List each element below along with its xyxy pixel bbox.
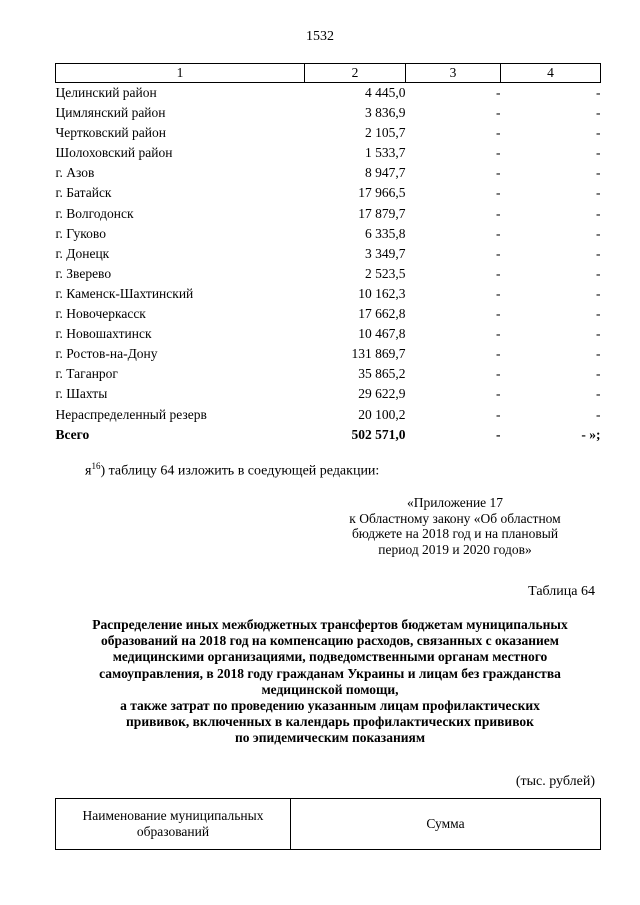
table-row: [56, 384, 601, 404]
table-row: [56, 103, 601, 123]
municipality-cell: г. Зверево: [55, 265, 112, 281]
municipality-cell: г. Батайск: [55, 185, 112, 201]
amount-cell: 17 662,8: [358, 306, 406, 322]
municipality-cell: г. Азов: [55, 165, 95, 181]
amount-cell: 8 947,7: [365, 165, 406, 181]
col3-cell: -: [496, 205, 501, 221]
col3-cell: -: [496, 105, 501, 121]
amount-cell: 131 869,7: [351, 346, 406, 362]
municipality-cell: г. Каменск-Шахтинский: [55, 285, 194, 301]
municipality-cell: г. Донецк: [55, 245, 110, 261]
table-row: [56, 344, 601, 364]
heading-line: медицинскими организациями, подведомственными органам местного: [112, 649, 548, 665]
col3-cell: -: [496, 85, 501, 100]
amount-cell: 2 105,7: [365, 125, 406, 141]
table-body: [56, 83, 601, 445]
col3-cell: -: [496, 165, 501, 181]
col3-cell: -: [496, 145, 501, 161]
col4-cell: -: [596, 346, 601, 362]
col4-cell: -: [596, 245, 601, 261]
municipality-cell: г. Таганрог: [55, 366, 118, 382]
new-table-header: [55, 798, 601, 850]
municipality-cell: г. Волгодонск: [55, 205, 134, 221]
column-header-amount: Сумма: [291, 799, 601, 850]
amount-cell: 2 523,5: [365, 265, 406, 281]
col4-cell: -: [596, 185, 601, 201]
column-header-municipality: Наименование муниципальных образований: [56, 799, 291, 850]
table-row: [56, 364, 601, 384]
municipality-cell: г. Шахты: [55, 386, 108, 402]
col3-cell: -: [496, 386, 501, 402]
heading-line: а также затрат по проведению указанным лицам профилактических: [120, 698, 540, 714]
appendix-line: «Приложение 17: [406, 495, 504, 510]
amount-cell: 35 865,2: [358, 366, 406, 382]
table-row: [56, 304, 601, 324]
amount-cell: 10 467,8: [358, 326, 406, 342]
column-header: 3: [406, 64, 501, 83]
column-header: 2: [305, 64, 406, 83]
amendment-intro: [85, 461, 379, 480]
municipality-cell: Шолоховский район: [55, 145, 173, 161]
col3-cell: -: [496, 306, 501, 322]
item-superscript: 16: [91, 461, 101, 471]
table-row: [56, 143, 601, 163]
unit-label: (тыс. рублей): [515, 774, 595, 789]
col4-cell: -: [596, 125, 601, 141]
heading-line: самоуправления, в 2018 году гражданам Украины и лицам без гражданства: [99, 665, 561, 681]
col4-cell: -: [596, 205, 601, 221]
col4-cell: -: [596, 386, 601, 402]
table-row: [56, 183, 601, 203]
col3-cell: -: [496, 326, 501, 342]
col3-cell: -: [496, 426, 501, 442]
heading-line: образований на 2018 год на компенсацию расходов, связанных с оказанием: [101, 633, 559, 649]
municipality-cell: г. Ростов-на-Дону: [55, 346, 158, 362]
total-row: [56, 425, 601, 445]
col4-cell: -: [596, 406, 601, 422]
amount-cell: 17 879,7: [358, 205, 406, 221]
table-row: [56, 244, 601, 264]
col4-cell: -: [596, 306, 601, 322]
table-row: [56, 264, 601, 284]
appendix-caption: [310, 495, 600, 557]
municipality-cell: Цимлянский район: [55, 105, 166, 121]
col4-cell: -: [596, 85, 601, 100]
col3-cell: -: [496, 406, 501, 422]
col4-cell: -: [596, 145, 601, 161]
col4-cell: -: [596, 326, 601, 342]
item-letter: я: [85, 463, 92, 479]
amendment-text: ) таблицу 64 изложить в соедующей редакции:: [100, 463, 380, 479]
heading-line: Распределение иных межбюджетных трансфертов бюджетам муниципальных: [92, 617, 568, 632]
column-header: 4: [501, 64, 601, 83]
col4-cell: -: [596, 366, 601, 382]
amount-cell: 502 571,0: [351, 426, 406, 442]
col3-cell: -: [496, 245, 501, 261]
table-header-row: [56, 64, 601, 83]
amount-cell: 6 335,8: [365, 225, 406, 241]
col3-cell: -: [496, 265, 501, 281]
amount-cell: 4 445,0: [365, 85, 406, 100]
municipality-cell: г. Гуково: [55, 225, 106, 241]
amount-cell: 17 966,5: [358, 185, 406, 201]
table-row: [56, 324, 601, 344]
amount-cell: 1 533,7: [365, 145, 406, 161]
heading-line: медицинской помощи,: [261, 681, 399, 697]
col4-cell: -: [596, 165, 601, 181]
page-number: 1532: [306, 29, 334, 44]
col4-cell: - »;: [581, 426, 601, 442]
table-row: [56, 163, 601, 183]
amount-cell: 10 162,3: [358, 285, 406, 301]
amount-cell: 20 100,2: [358, 406, 406, 422]
table-row: [56, 405, 601, 425]
col4-cell: -: [596, 105, 601, 121]
table-header-row: [56, 799, 601, 850]
col3-cell: -: [496, 285, 501, 301]
col3-cell: -: [496, 366, 501, 382]
municipality-cell: Нераспределенный резерв: [55, 406, 207, 422]
heading-line: прививок, включенных в календарь профилактических прививок: [126, 714, 534, 730]
amount-cell: 29 622,9: [358, 386, 406, 402]
col3-cell: -: [496, 125, 501, 141]
column-header: 1: [56, 64, 305, 83]
col4-cell: -: [596, 265, 601, 281]
amount-cell: 3 836,9: [365, 105, 406, 121]
municipality-cell: Чертковский район: [55, 125, 166, 141]
table-row: [56, 204, 601, 224]
col4-cell: -: [596, 225, 601, 241]
appendix-line: к Областному закону «Об областном: [349, 510, 561, 526]
table-row: [56, 284, 601, 304]
municipality-cell: г. Новочеркасск: [55, 306, 146, 322]
col3-cell: -: [496, 225, 501, 241]
municipality-cell: Целинский район: [55, 85, 157, 100]
appendix-line: бюджете на 2018 год и на плановый: [351, 526, 559, 541]
table-heading: [40, 617, 620, 747]
col3-cell: -: [496, 346, 501, 362]
allocation-table: [55, 63, 601, 445]
appendix-line: период 2019 и 2020 годов»: [378, 541, 532, 557]
table-row: [56, 224, 601, 244]
col4-cell: -: [596, 285, 601, 301]
municipality-cell: г. Новошахтинск: [55, 326, 152, 342]
table-row: [56, 123, 601, 143]
municipality-cell: Всего: [55, 426, 90, 442]
amount-cell: 3 349,7: [365, 245, 406, 261]
table-row: [56, 83, 601, 104]
col3-cell: -: [496, 185, 501, 201]
heading-line: по эпидемическим показаниям: [234, 730, 426, 746]
table-number: Таблица 64: [528, 584, 595, 599]
